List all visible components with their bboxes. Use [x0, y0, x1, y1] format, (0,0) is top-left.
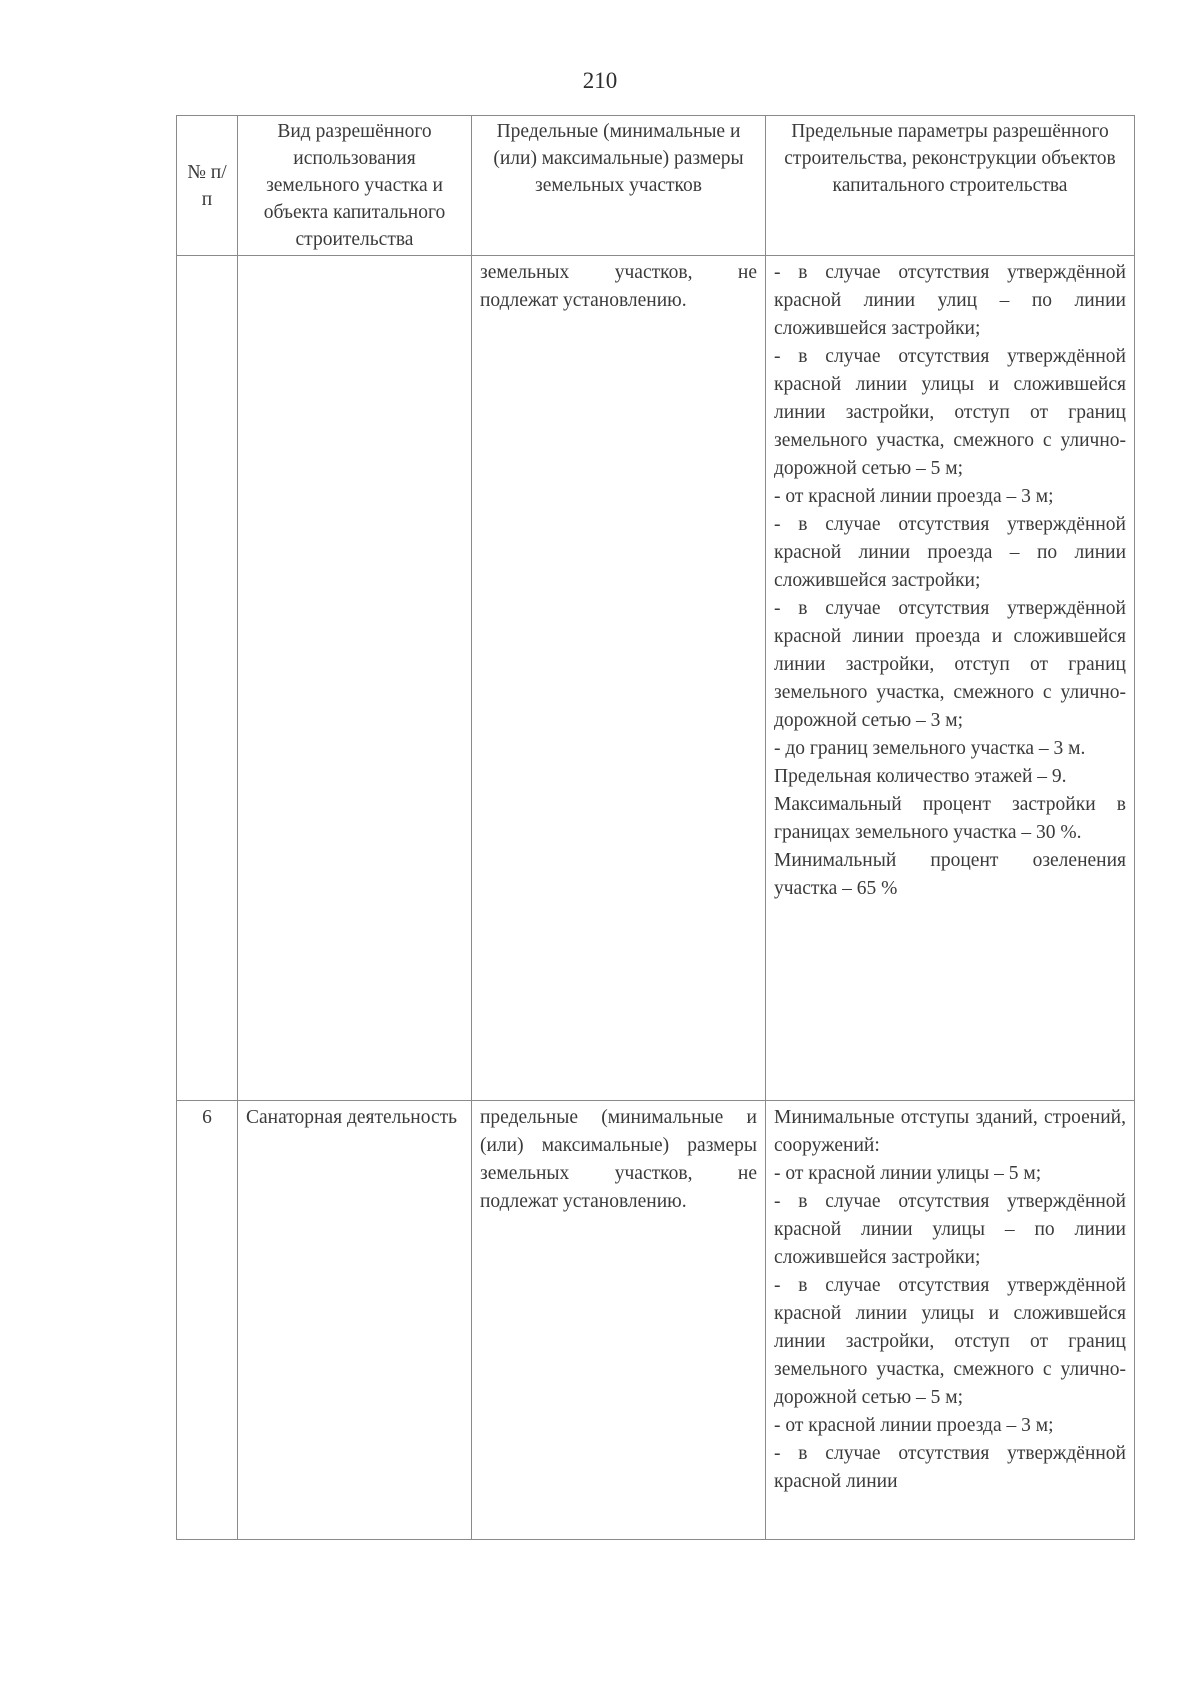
param-line: - в случае отсутствия утверждённой красной линии — [774, 1443, 1126, 1492]
param-line: - в случае отсутствия утверждённой красной линии улицы и сложившейся линии застройки, отступ от границ земельного участка, смежного с улично-дорожной сетью – 5 м; — [774, 346, 1126, 479]
header-build-params: Предельные параметры разрешённого строительства, реконструкции объектов капитального строительства — [766, 116, 1135, 256]
param-line: Предельная количество этажей – 9. — [774, 766, 1067, 787]
row-num — [177, 256, 238, 1101]
param-line: - в случае отсутствия утверждённой красной линии улиц – по линии сложившейся застройки; — [774, 262, 1126, 339]
row-plot-sizes — [472, 1101, 766, 1540]
row-build-params — [766, 256, 1135, 1101]
page-number: 210 — [582, 68, 618, 93]
header-plot-sizes: Предельные (минимальные и (или) максимальные) размеры земельных участков — [472, 116, 766, 256]
param-line: - в случае отсутствия утверждённой красной линии проезда и сложившейся линии застройки, отступ от границ земельного участка, смежного с улично-дорожной сетью – 3 м; — [774, 598, 1126, 731]
row-num: 6 — [177, 1101, 238, 1540]
param-line: Максимальный процент застройки в границах земельного участка – 30 %. — [774, 794, 1126, 843]
param-line: - в случае отсутствия утверждённой красной линии улицы и сложившейся линии застройки, отступ от границ земельного участка, смежного с улично-дорожной сетью – 5 м; — [774, 1275, 1126, 1408]
table-header-row — [177, 116, 1135, 256]
row-plot-sizes — [472, 256, 766, 1101]
plot-sizes-text: земельных участков, не подлежат установлению. — [480, 262, 757, 311]
regulations-table — [176, 115, 1135, 1540]
param-line: - от красной линии улицы – 5 м; — [774, 1163, 1042, 1184]
table-row — [177, 1101, 1135, 1540]
param-line: Минимальный процент озеленения участка – 65 % — [774, 850, 1126, 899]
param-line: - в случае отсутствия утверждённой красной линии проезда – по линии сложившейся застройки; — [774, 514, 1126, 591]
row-build-params — [766, 1101, 1135, 1540]
param-line: - в случае отсутствия утверждённой красной линии улицы – по линии сложившейся застройки; — [774, 1191, 1126, 1268]
param-line: Минимальные отступы зданий, строений, сооружений: — [774, 1107, 1126, 1156]
param-line: - от красной линии проезда – 3 м; — [774, 1415, 1054, 1436]
row-use-type — [238, 256, 472, 1101]
param-line: - от красной линии проезда – 3 м; — [774, 486, 1054, 507]
header-num: № п/п — [177, 116, 238, 256]
plot-sizes-text: предельные (минимальные и (или) максимальные) размеры земельных участков, не подлежат установлению. — [480, 1107, 757, 1212]
table-row — [177, 256, 1135, 1101]
param-line: - до границ земельного участка – 3 м. — [774, 738, 1086, 759]
use-type-text: Санаторная деятельность — [246, 1107, 458, 1128]
header-use-type: Вид разрешённого использования земельного участка и объекта капитального строительства — [238, 116, 472, 256]
row-use-type — [238, 1101, 472, 1540]
